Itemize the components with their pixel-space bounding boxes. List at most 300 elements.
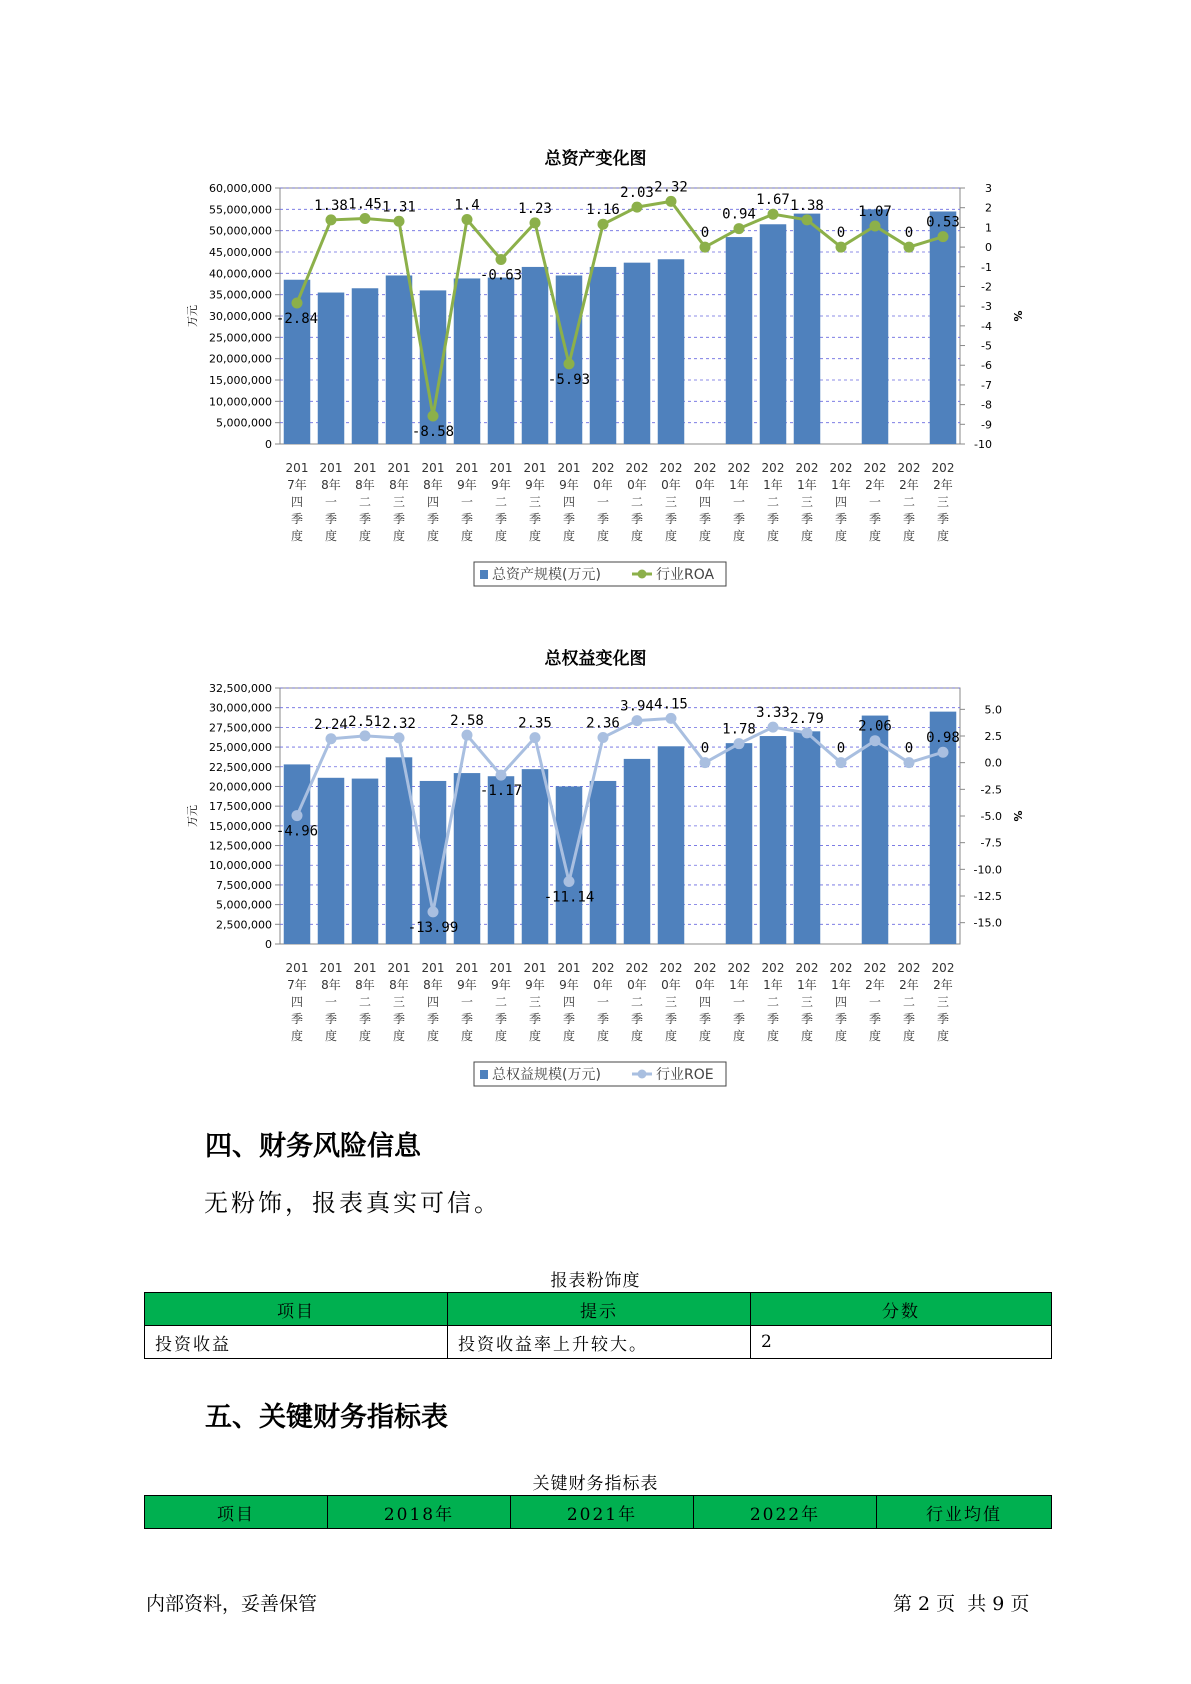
category-label: 202 xyxy=(591,461,615,475)
data-label: 1.31 xyxy=(382,199,416,216)
category-label: 季 xyxy=(494,512,508,526)
right-axis-tick-label: -8 xyxy=(981,398,992,412)
category-label: 四 xyxy=(426,995,440,1009)
category-label: 度 xyxy=(290,529,304,543)
right-axis-tick-label: -2.5 xyxy=(980,783,1002,797)
left-axis-tick-label: 0 xyxy=(265,438,272,451)
line-point xyxy=(836,757,847,768)
category-label: 度 xyxy=(766,529,780,543)
category-label: 7年 xyxy=(287,978,307,992)
bar xyxy=(352,779,379,944)
data-label: 2.03 xyxy=(620,185,654,202)
category-label: 2年 xyxy=(933,478,953,492)
category-label: 1年 xyxy=(797,978,817,992)
category-label: 202 xyxy=(863,461,887,475)
bar xyxy=(726,743,753,944)
category-label: 201 xyxy=(421,961,445,975)
category-label: 201 xyxy=(353,461,377,475)
line-point xyxy=(428,411,439,422)
category-label: 度 xyxy=(834,1029,848,1043)
left-axis-tick-label: 15,000,000 xyxy=(209,374,272,387)
data-label: 0.98 xyxy=(926,730,960,747)
bar xyxy=(794,214,821,444)
line-point xyxy=(768,209,779,220)
line-point xyxy=(360,213,371,224)
category-label: 四 xyxy=(290,995,304,1009)
category-label: 度 xyxy=(324,529,338,543)
right-axis-tick-label: -9 xyxy=(981,418,992,432)
category-label: 度 xyxy=(630,529,644,543)
footer-page-number: 第 2 页 共 9 页 xyxy=(893,1593,1030,1615)
line-point xyxy=(802,214,813,225)
category-label: 度 xyxy=(800,529,814,543)
category-label: 9年 xyxy=(457,978,477,992)
category-label: 度 xyxy=(596,1029,610,1043)
table-header-cell: 分数 xyxy=(751,1293,1052,1326)
line-point xyxy=(870,221,881,232)
category-label: 二 xyxy=(902,495,916,509)
line-point xyxy=(598,219,609,230)
category-label: 0年 xyxy=(661,978,681,992)
category-label: 1年 xyxy=(729,478,749,492)
footer-confidential-note: 内部资料，妥善保管 xyxy=(146,1593,318,1615)
category-label: 1年 xyxy=(797,478,817,492)
category-label: 201 xyxy=(387,461,411,475)
category-label: 201 xyxy=(353,961,377,975)
table-header-cell: 2018年 xyxy=(328,1496,511,1529)
table-cell: 2 xyxy=(751,1326,1052,1359)
data-label: 1.45 xyxy=(348,196,382,213)
right-axis-tick-label: 2 xyxy=(985,201,992,215)
right-axis-tick-label: -1 xyxy=(981,260,992,274)
category-label: 二 xyxy=(630,995,644,1009)
category-label: 202 xyxy=(659,961,683,975)
category-label: 2年 xyxy=(899,978,919,992)
category-label: 季 xyxy=(868,1012,882,1026)
category-label: 季 xyxy=(664,512,678,526)
category-label: 度 xyxy=(460,529,474,543)
line-point xyxy=(632,202,643,213)
left-axis-title: 万元 xyxy=(186,305,199,327)
legend-bar-label: 总资产规模(万元) xyxy=(492,567,601,583)
left-axis-tick-label: 30,000,000 xyxy=(209,310,272,323)
category-label: 季 xyxy=(324,1012,338,1026)
line-point xyxy=(360,730,371,741)
category-label: 2年 xyxy=(933,978,953,992)
left-axis-tick-label: 40,000,000 xyxy=(209,267,272,281)
bar xyxy=(760,736,787,944)
category-label: 四 xyxy=(562,495,576,509)
category-label: 三 xyxy=(528,995,542,1009)
category-label: 四 xyxy=(698,495,712,509)
category-label: 度 xyxy=(698,1029,712,1043)
category-label: 季 xyxy=(528,1012,542,1026)
bar xyxy=(318,293,345,444)
left-axis-tick-label: 5,000,000 xyxy=(216,416,272,430)
bar xyxy=(658,259,685,444)
category-label: 0年 xyxy=(593,478,613,492)
table-cell: 投资收益 xyxy=(145,1326,448,1359)
line-point xyxy=(394,216,405,227)
category-label: 季 xyxy=(732,512,746,526)
right-axis-tick-label: 0.0 xyxy=(984,756,1002,770)
category-label: 8年 xyxy=(389,978,409,992)
data-label: 1.4 xyxy=(454,197,480,214)
category-label: 二 xyxy=(766,995,780,1009)
category-label: 202 xyxy=(727,961,751,975)
category-label: 202 xyxy=(625,961,649,975)
bar xyxy=(488,278,515,444)
bar xyxy=(930,712,957,944)
category-label: 8年 xyxy=(423,478,443,492)
data-label: -8.58 xyxy=(411,424,455,441)
right-axis-tick-label: 5.0 xyxy=(984,703,1002,717)
category-label: 202 xyxy=(795,461,819,475)
category-label: 三 xyxy=(528,495,542,509)
data-label: -2.84 xyxy=(275,311,319,328)
category-label: 201 xyxy=(523,461,547,475)
category-label: 度 xyxy=(834,529,848,543)
left-axis-tick-label: 25,000,000 xyxy=(209,331,272,345)
category-label: 一 xyxy=(460,495,474,509)
right-axis-tick-label: -7.5 xyxy=(980,836,1002,850)
data-label: 2.32 xyxy=(382,715,416,732)
category-label: 季 xyxy=(834,1012,848,1026)
left-axis-tick-label: 5,000,000 xyxy=(216,898,272,912)
table-header-row xyxy=(145,1293,1052,1326)
line-point xyxy=(530,217,541,228)
data-label: 1.78 xyxy=(722,721,756,738)
category-label: 三 xyxy=(392,995,406,1009)
category-label: 度 xyxy=(392,529,406,543)
category-label: 季 xyxy=(868,512,882,526)
category-label: 季 xyxy=(732,1012,746,1026)
table-header-cell: 2022年 xyxy=(694,1496,877,1529)
bar xyxy=(658,746,685,944)
category-label: 0年 xyxy=(593,978,613,992)
category-label: 202 xyxy=(761,461,785,475)
category-label: 201 xyxy=(455,961,479,975)
category-label: 2年 xyxy=(865,478,885,492)
category-label: 三 xyxy=(936,495,950,509)
category-label: 9年 xyxy=(559,478,579,492)
table-cell: 投资收益率上升较大。 xyxy=(448,1326,751,1359)
category-label: 三 xyxy=(392,495,406,509)
data-label: -1.17 xyxy=(479,783,523,800)
category-label: 0年 xyxy=(627,978,647,992)
left-axis-tick-label: 30,000,000 xyxy=(209,701,272,715)
category-label: 季 xyxy=(936,1012,950,1026)
category-label: 季 xyxy=(290,1012,304,1026)
category-label: 季 xyxy=(936,512,950,526)
legend-bar-label: 总权益规模(万元) xyxy=(492,1067,601,1083)
line-point xyxy=(326,214,337,225)
legend-line-label: 行业ROA xyxy=(656,567,715,583)
line-point xyxy=(496,254,507,265)
category-label: 三 xyxy=(936,995,950,1009)
category-label: 二 xyxy=(630,495,644,509)
category-label: 季 xyxy=(358,1012,372,1026)
line-point xyxy=(904,757,915,768)
category-label: 201 xyxy=(455,461,479,475)
category-label: 202 xyxy=(795,961,819,975)
category-label: 度 xyxy=(698,529,712,543)
legend-line-label: 行业ROE xyxy=(656,1067,714,1083)
category-label: 一 xyxy=(460,995,474,1009)
left-axis-tick-label: 55,000,000 xyxy=(209,203,272,217)
category-label: 季 xyxy=(834,512,848,526)
left-axis-tick-label: 20,000,000 xyxy=(209,780,272,794)
category-label: 201 xyxy=(523,961,547,975)
line-point xyxy=(734,223,745,234)
category-label: 202 xyxy=(591,961,615,975)
table-header-cell: 2021年 xyxy=(511,1496,694,1529)
data-label: 2.32 xyxy=(654,180,688,196)
category-label: 202 xyxy=(931,461,955,475)
category-label: 季 xyxy=(460,512,474,526)
bar xyxy=(454,773,481,944)
data-label: 1.16 xyxy=(586,202,620,219)
category-label: 三 xyxy=(664,995,678,1009)
right-axis-tick-label: 0 xyxy=(985,241,992,255)
data-label: 2.36 xyxy=(586,715,620,732)
left-axis-tick-label: 20,000,000 xyxy=(209,352,272,366)
legend-bar-swatch xyxy=(480,1070,488,1079)
line-point xyxy=(700,757,711,768)
category-label: 度 xyxy=(596,529,610,543)
line-point xyxy=(496,770,507,781)
table-header-row xyxy=(145,1496,1052,1529)
left-axis-tick-label: 15,000,000 xyxy=(209,819,272,833)
right-axis-tick-label: -5 xyxy=(981,339,992,353)
left-axis-tick-label: 27,500,000 xyxy=(209,721,272,735)
category-label: 一 xyxy=(324,995,338,1009)
category-label: 度 xyxy=(664,1029,678,1043)
category-label: 二 xyxy=(902,995,916,1009)
category-label: 四 xyxy=(426,495,440,509)
category-label: 8年 xyxy=(423,978,443,992)
chart2-title: 总权益变化图 xyxy=(544,649,647,669)
category-label: 三 xyxy=(664,495,678,509)
data-label: -5.93 xyxy=(547,371,591,388)
line-point xyxy=(904,242,915,253)
table-header-cell: 提示 xyxy=(448,1293,751,1326)
category-label: 季 xyxy=(630,512,644,526)
category-label: 202 xyxy=(761,961,785,975)
bar xyxy=(522,769,549,944)
data-label: 0.94 xyxy=(722,206,756,223)
category-label: 季 xyxy=(766,512,780,526)
legend-bar-swatch xyxy=(480,570,488,579)
indicator-table-caption: 关键财务指标表 xyxy=(532,1474,659,1494)
category-label: 季 xyxy=(562,1012,576,1026)
category-label: 1年 xyxy=(763,478,783,492)
bar xyxy=(624,263,651,444)
line-point xyxy=(530,732,541,743)
line-point xyxy=(326,733,337,744)
right-axis-tick-label: -4 xyxy=(981,319,992,333)
category-label: 201 xyxy=(489,461,513,475)
line-point xyxy=(598,732,609,743)
category-label: 8年 xyxy=(355,478,375,492)
category-label: 季 xyxy=(290,512,304,526)
line-point xyxy=(666,713,677,724)
category-label: 度 xyxy=(902,1029,916,1043)
category-label: 季 xyxy=(664,1012,678,1026)
right-axis-tick-label: -12.5 xyxy=(973,890,1002,903)
bar xyxy=(590,267,617,444)
category-label: 201 xyxy=(285,961,309,975)
category-label: 度 xyxy=(800,1029,814,1043)
category-label: 度 xyxy=(528,529,542,543)
line-point xyxy=(836,242,847,253)
category-label: 1年 xyxy=(831,978,851,992)
category-label: 季 xyxy=(902,1012,916,1026)
category-label: 一 xyxy=(732,495,746,509)
category-label: 季 xyxy=(630,1012,644,1026)
bar xyxy=(386,275,413,444)
bar xyxy=(352,288,379,444)
data-label: -4.96 xyxy=(275,823,319,840)
category-label: 度 xyxy=(562,529,576,543)
category-label: 201 xyxy=(489,961,513,975)
right-axis-tick-label: -2 xyxy=(981,280,992,294)
bar xyxy=(862,716,889,944)
data-label: 2.79 xyxy=(790,710,824,727)
data-label: 0 xyxy=(904,225,914,242)
category-label: 一 xyxy=(732,995,746,1009)
category-label: 季 xyxy=(766,1012,780,1026)
table-row xyxy=(145,1326,1052,1359)
bar xyxy=(930,211,957,444)
category-label: 度 xyxy=(732,1029,746,1043)
category-label: 0年 xyxy=(661,478,681,492)
category-label: 201 xyxy=(557,461,581,475)
data-label: 0 xyxy=(904,740,914,757)
category-label: 202 xyxy=(727,461,751,475)
category-label: 季 xyxy=(800,512,814,526)
total-assets-chart xyxy=(0,180,1191,600)
category-label: 0年 xyxy=(627,478,647,492)
category-label: 8年 xyxy=(321,978,341,992)
data-label: 2.06 xyxy=(858,718,892,735)
category-label: 季 xyxy=(698,1012,712,1026)
category-label: 季 xyxy=(426,512,440,526)
category-label: 季 xyxy=(426,1012,440,1026)
line-point xyxy=(734,738,745,749)
left-axis-tick-label: 32,500,000 xyxy=(209,682,272,695)
data-label: 1.38 xyxy=(790,197,824,214)
category-label: 度 xyxy=(528,1029,542,1043)
left-axis-tick-label: 22,500,000 xyxy=(209,760,272,774)
category-label: 201 xyxy=(557,961,581,975)
category-label: 度 xyxy=(426,1029,440,1043)
bar xyxy=(590,781,617,944)
category-label: 度 xyxy=(324,1029,338,1043)
data-label: 0 xyxy=(836,740,846,757)
data-label: 1.07 xyxy=(858,204,892,221)
category-label: 202 xyxy=(863,961,887,975)
line-point xyxy=(768,722,779,733)
data-label: -11.14 xyxy=(543,889,595,906)
right-axis-tick-label: -6 xyxy=(981,359,992,373)
bar xyxy=(454,278,481,444)
line-point xyxy=(564,876,575,887)
category-label: 2年 xyxy=(899,478,919,492)
category-label: 202 xyxy=(625,461,649,475)
bar xyxy=(794,731,821,944)
bar xyxy=(556,786,583,944)
category-label: 202 xyxy=(693,461,717,475)
category-label: 季 xyxy=(596,512,610,526)
right-axis-title: % xyxy=(1011,310,1024,322)
data-label: 0 xyxy=(836,225,846,242)
bar xyxy=(760,224,787,444)
right-axis-tick-label: -10 xyxy=(974,438,992,451)
risk-table-caption: 报表粉饰度 xyxy=(550,1271,641,1291)
indicator-table xyxy=(144,1495,1052,1529)
data-label: 0 xyxy=(700,225,710,242)
line-point xyxy=(632,715,643,726)
category-label: 季 xyxy=(460,1012,474,1026)
line-point xyxy=(428,906,439,917)
category-label: 二 xyxy=(358,495,372,509)
category-label: 季 xyxy=(358,512,372,526)
category-label: 9年 xyxy=(491,978,511,992)
category-label: 二 xyxy=(358,995,372,1009)
section5-heading: 五、关键财务指标表 xyxy=(205,1402,448,1433)
chart1-title: 总资产变化图 xyxy=(544,149,647,169)
category-label: 二 xyxy=(494,495,508,509)
category-label: 二 xyxy=(766,495,780,509)
category-label: 9年 xyxy=(491,478,511,492)
left-axis-tick-label: 25,000,000 xyxy=(209,741,272,755)
total-equity-chart xyxy=(0,680,1191,1100)
category-label: 度 xyxy=(630,1029,644,1043)
category-label: 度 xyxy=(936,529,950,543)
data-label: 2.51 xyxy=(348,713,382,730)
data-label: 2.58 xyxy=(450,713,484,730)
data-label: 3.94 xyxy=(620,698,654,715)
category-label: 度 xyxy=(290,1029,304,1043)
category-label: 四 xyxy=(834,495,848,509)
category-label: 度 xyxy=(562,1029,576,1043)
category-label: 202 xyxy=(897,461,921,475)
category-label: 2年 xyxy=(865,978,885,992)
category-label: 度 xyxy=(358,1029,372,1043)
category-label: 一 xyxy=(324,495,338,509)
category-label: 202 xyxy=(829,461,853,475)
category-label: 202 xyxy=(931,961,955,975)
category-label: 季 xyxy=(698,512,712,526)
category-label: 201 xyxy=(319,961,343,975)
bar xyxy=(726,237,753,444)
category-label: 8年 xyxy=(321,478,341,492)
category-label: 201 xyxy=(285,461,309,475)
category-label: 度 xyxy=(358,529,372,543)
category-label: 度 xyxy=(766,1029,780,1043)
left-axis-title: 万元 xyxy=(186,805,199,827)
line-point xyxy=(292,810,303,821)
left-axis-tick-label: 17,500,000 xyxy=(209,800,272,814)
right-axis-tick-label: -3 xyxy=(981,300,992,314)
data-label: 0.53 xyxy=(926,214,960,231)
category-label: 8年 xyxy=(355,978,375,992)
category-label: 9年 xyxy=(457,478,477,492)
category-label: 202 xyxy=(693,961,717,975)
category-label: 四 xyxy=(290,495,304,509)
data-label: 2.24 xyxy=(314,716,348,733)
